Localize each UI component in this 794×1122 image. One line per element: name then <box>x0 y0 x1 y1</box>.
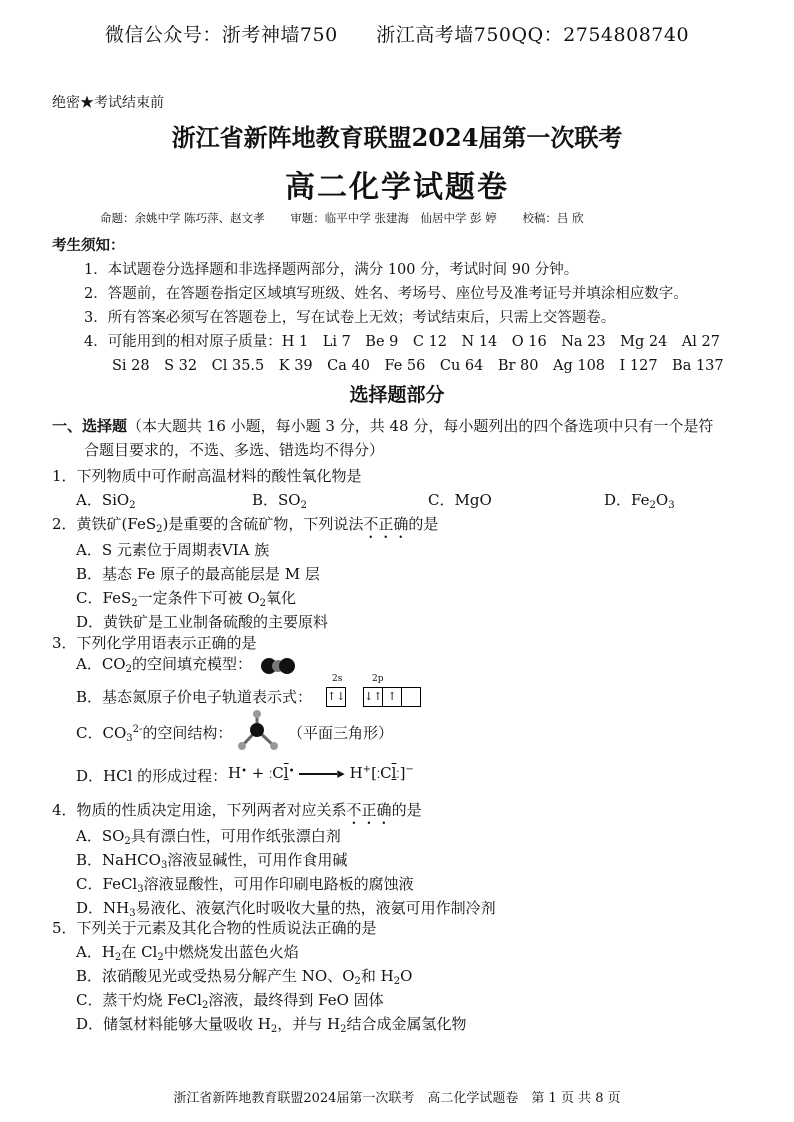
intro-line1: （本大题共 16 小题，每小题 3 分，共 48 分，每小题列出的四个备选项中只有一个是符 <box>127 417 714 435</box>
notice-item-3: 3．所有答案必须写在答题卷上，写在试卷上无效；考试结束后，只需上交答题卷。 <box>84 310 616 326</box>
q2-option-a: A．S 元素位于周期表VIA 族 <box>76 541 270 559</box>
intro-head: 一、选择题 <box>52 417 128 435</box>
q2-stem: 2．黄铁矿(FeS$_2$)是重要的含硫矿物，下列说法不正确的是 <box>52 515 439 535</box>
q3-stem: 3．下列化学用语表示正确的是 <box>52 634 257 652</box>
q3-option-a: A．$CO_2$的空间填充模型： <box>76 653 295 675</box>
q4-option-c: C．FeCl$_3$溶液显酸性，可用作印刷电路板的腐蚀液 <box>76 875 414 895</box>
q5-option-a: A．$H_2$在 $Cl_2$中燃烧发出蓝色火焰 <box>76 943 299 963</box>
section-title: 选择题部分 <box>349 384 445 406</box>
q2-option-d: D．黄铁矿是工业制备硫酸的主要原料 <box>76 613 329 631</box>
q1-option-d: D．$Fe_2O_3$ <box>604 491 675 511</box>
q1-option-a: A．SiO$_2$ <box>76 491 136 511</box>
authors-line <box>100 210 606 226</box>
paper-title: 高二化学试题卷 <box>285 170 509 205</box>
banner-wechat: 微信公众号：浙考神墙750 <box>104 24 338 46</box>
q5-option-d: D．储氢材料能够大量吸收 $H_2$，并与 $H_2$结合成金属氢化物 <box>76 1015 467 1035</box>
orbital-2s-label: 2s <box>332 674 343 684</box>
author-setter: 命题：余姚中学 陈巧萍、赵文孝 <box>100 211 265 225</box>
q4-option-b: B．NaHCO$_3$溶液显碱性，可用作食用碱 <box>76 851 348 871</box>
orbital-diagram-icon: ↑↓ ↓↑ ↑ <box>326 686 421 707</box>
q1-option-c: C．MgO <box>428 491 492 509</box>
notice-heading: 考生须知： <box>52 237 125 254</box>
co2-model-icon <box>261 656 295 674</box>
banner-qq: 浙江高考墙750QQ：2754808740 <box>376 24 690 46</box>
q4-option-d: D．$NH_3$易液化、液氨汽化时吸收大量的热，液氨可用作制冷剂 <box>76 899 496 919</box>
author-proof: 校稿：吕 欣 <box>522 211 584 225</box>
q1-stem: 1．下列物质中可作耐高温材料的酸性氧化物是 <box>52 467 362 485</box>
q3-option-d: D．HCl 的形成过程： <box>76 767 228 785</box>
q3-option-c: C．$CO_3^{2-}$的空间结构： <box>76 724 233 744</box>
q5-stem: 5．下列关于元素及其化合物的性质说法正确的是 <box>52 919 377 937</box>
secret-mark: 绝密★考试结束前 <box>52 95 164 111</box>
page-footer: 浙江省新阵地教育联盟2024届第一次联考 高二化学试题卷 第 1 页 共 8 页 <box>173 1091 621 1106</box>
q4-option-a: A．$SO_2$具有漂白性，可用作纸张漂白剂 <box>76 827 341 847</box>
notice-item-1: 1．本试题卷分选择题和非选择题两部分，满分 100 分，考试时间 90 分钟。 <box>84 262 579 278</box>
q2-option-c: C．FeS$_2$一定条件下可被 $O_2$氧化 <box>76 589 297 609</box>
orbital-2p-label: 2p <box>372 674 384 684</box>
author-reviewer: 审题：临平中学 张建海 仙居中学 彭 婷 <box>290 211 497 225</box>
notice-item-2: 2．答题前，在答题卷指定区域填写班级、姓名、考场号、座位号及准考证号并填涂相应数字。 <box>84 286 688 302</box>
section-intro-2: 合题目要求的，不选、多选、错选均不得分） <box>84 441 385 459</box>
co3-structure-icon <box>236 708 282 754</box>
q3-option-b: B．基态氮原子价电子轨道表示式： <box>76 688 313 706</box>
section-intro <box>52 415 713 436</box>
hcl-formation-icon: H• + ⁚Cl• ▸ H+[⁚Cl⁚]− <box>228 764 414 782</box>
notice-item-4: 4．可能用到的相对原子质量：H 1 Li 7 Be 9 C 12 N 14 O 16 Na 23 Mg 24 Al 27 <box>84 334 720 350</box>
top-banner <box>0 20 794 47</box>
q5-option-b: B．浓硝酸见光或受热易分解产生 NO、$O_2$和 $H_2O$ <box>76 967 413 987</box>
exam-title: 浙江省新阵地教育联盟2024届第一次联考 <box>171 123 623 152</box>
q5-option-c: C．蒸干灼烧 FeCl$_2$溶液，最终得到 FeO 固体 <box>76 991 384 1011</box>
q1-option-b: B．$SO_2$ <box>252 491 307 511</box>
q3-c-note: （平面三角形） <box>288 724 394 742</box>
notice-item-5: Si 28 S 32 Cl 35.5 K 39 Ca 40 Fe 56 Cu 64 Br 80 Ag 108 I 127 Ba 137 <box>112 358 724 374</box>
q1-options <box>76 489 780 511</box>
q4-stem: 4．物质的性质决定用途，下列两者对应关系不正确的是 <box>52 801 422 819</box>
q2-option-b: B．基态 Fe 原子的最高能层是 M 层 <box>76 565 320 583</box>
